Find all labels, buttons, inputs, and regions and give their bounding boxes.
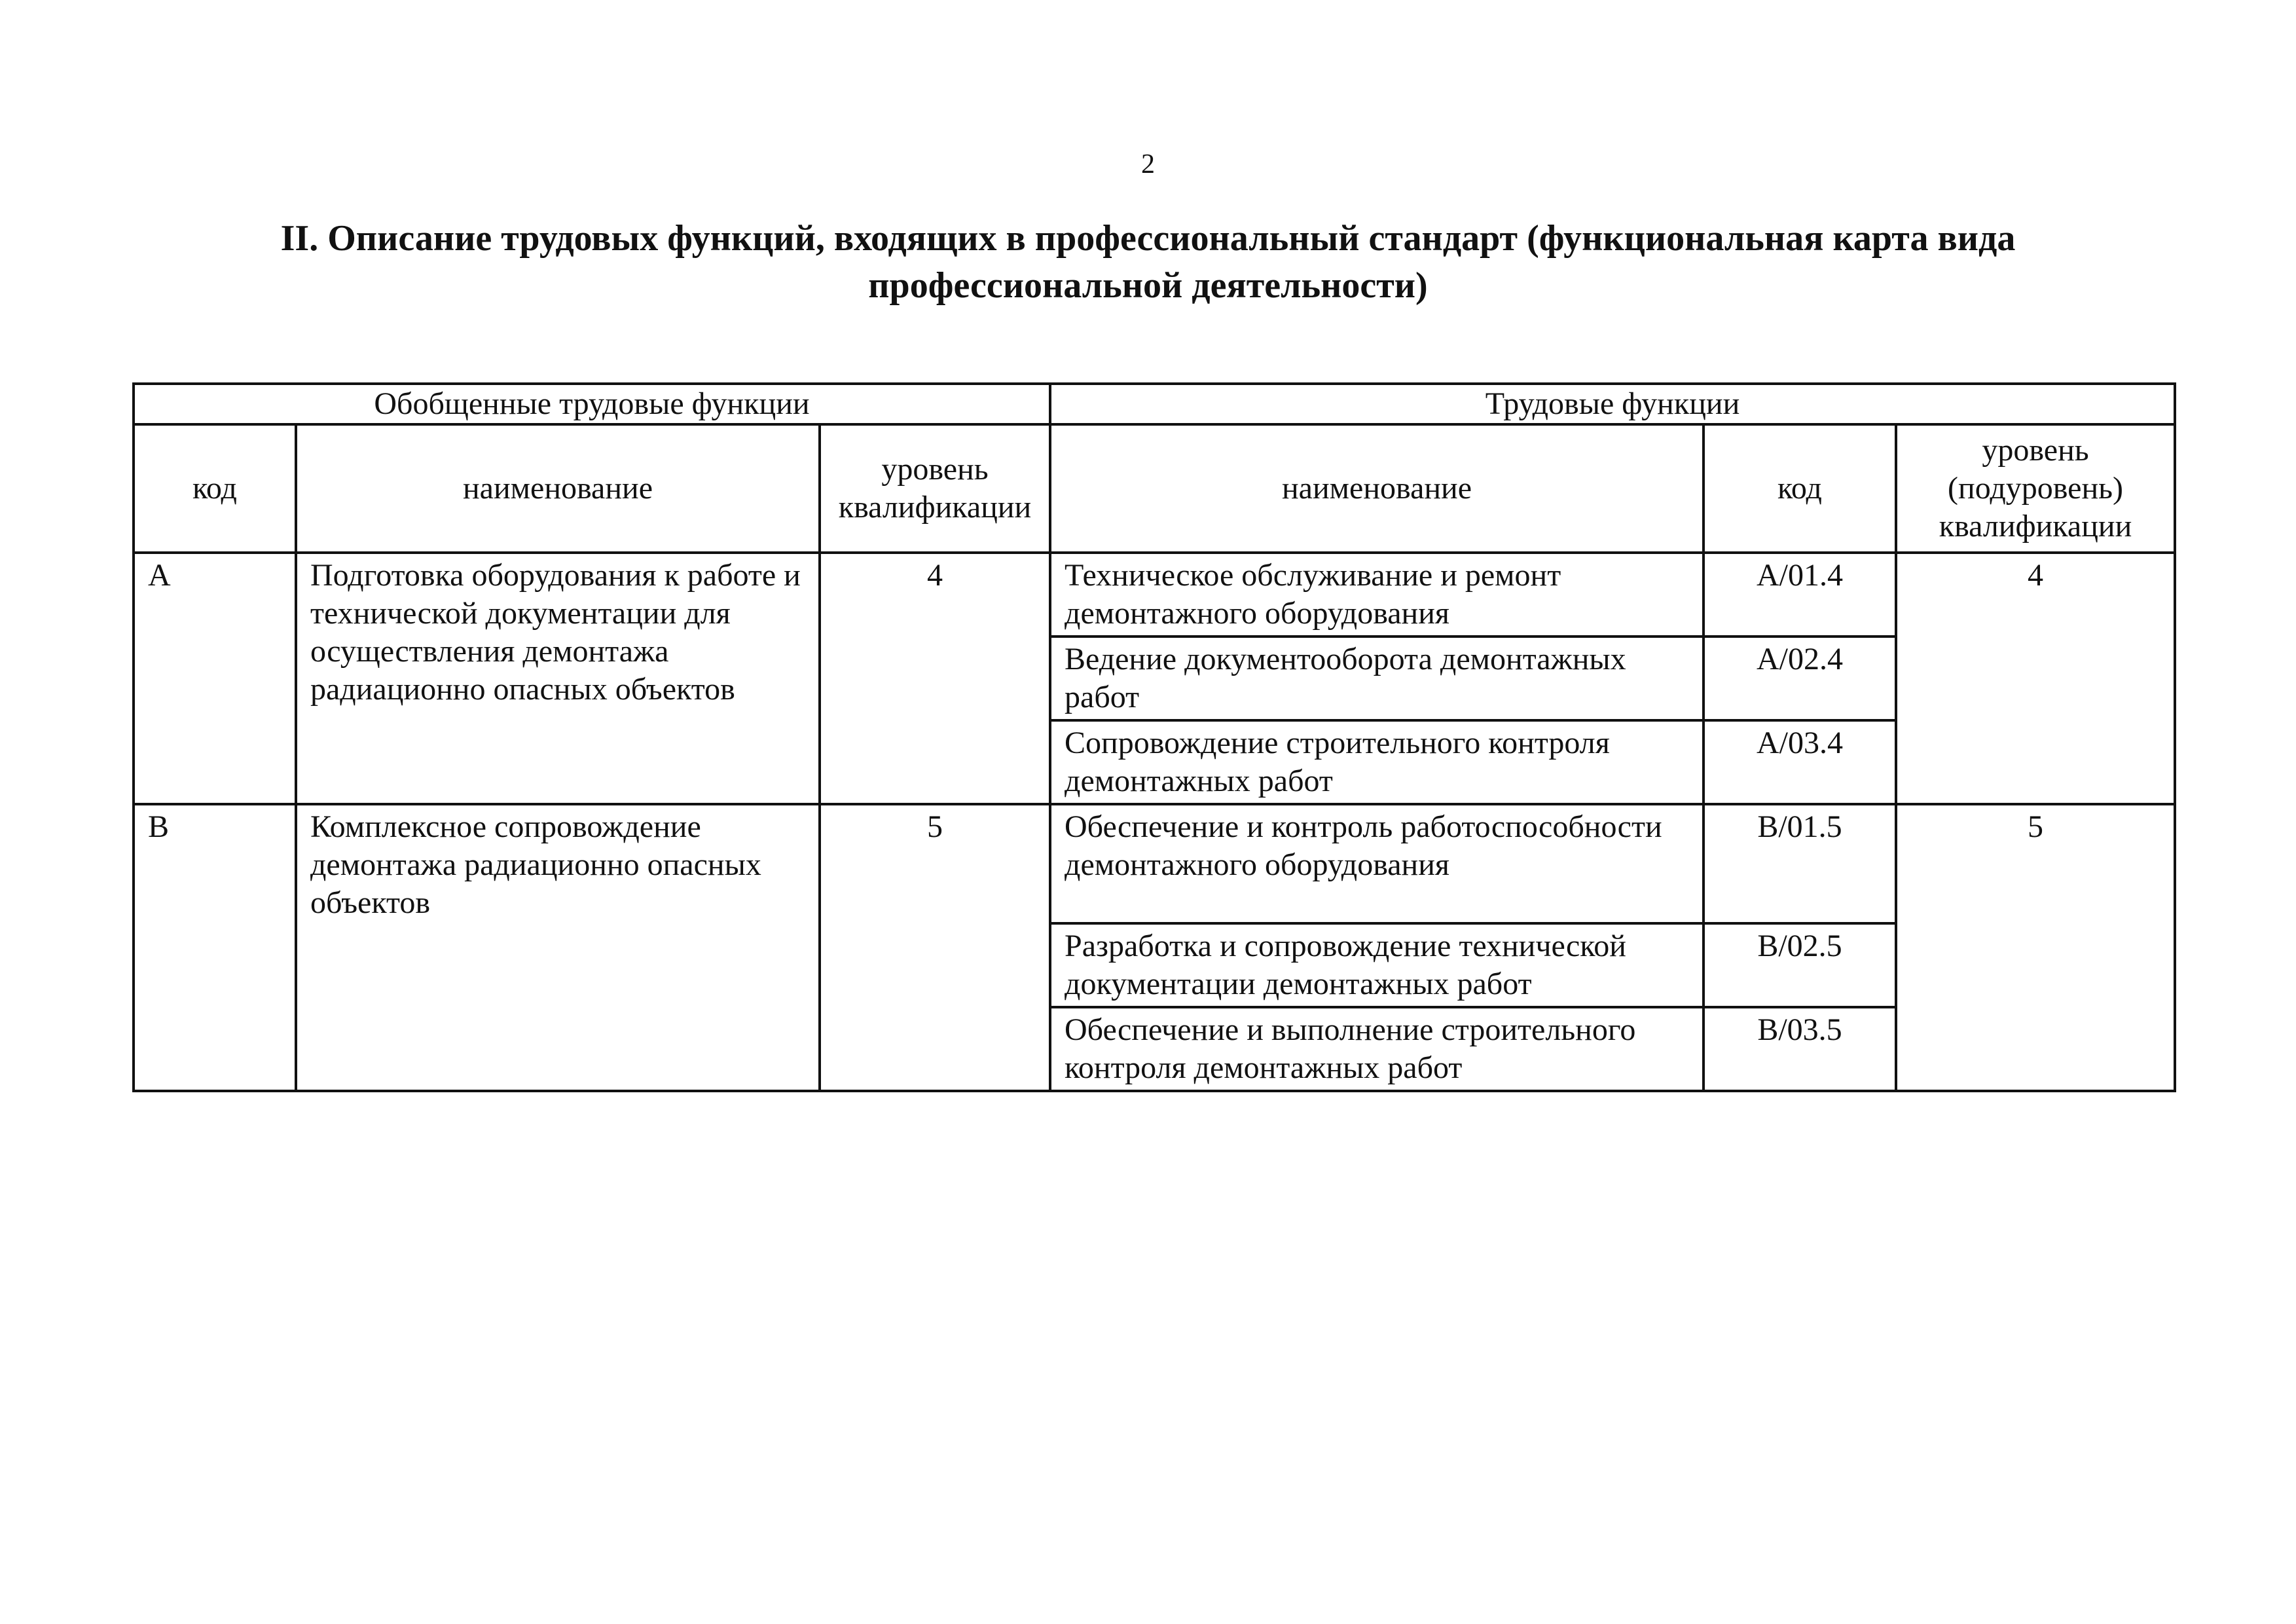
gen-level-cell: 4 — [820, 553, 1050, 804]
fn-name-cell: Сопровождение строительного контроля демонтажных работ — [1050, 720, 1704, 804]
column-header-gen-name: наименование — [296, 424, 820, 553]
generalized-functions-header: Обобщенные трудовые функции — [134, 384, 1050, 424]
column-header-fn-code: код — [1704, 424, 1896, 553]
gen-name-cell: Подготовка оборудования к работе и технической документации для осуществления демонтажа радиационно опасных объектов — [296, 553, 820, 804]
table-row — [134, 553, 2175, 637]
column-header-fn-level: уровень (подуровень) квалификации — [1896, 424, 2175, 553]
fn-level-cell: 5 — [1896, 804, 2175, 1091]
gen-level-cell: 5 — [820, 804, 1050, 1091]
column-header-gen-code: код — [134, 424, 296, 553]
section-title: II. Описание трудовых функций, входящих в профессиональный стандарт (функциональная карта вида профессиональной деятельности) — [280, 218, 2016, 306]
fn-code-cell: A/01.4 — [1704, 553, 1896, 637]
column-header-fn-name: наименование — [1050, 424, 1704, 553]
fn-level-cell: 4 — [1896, 553, 2175, 804]
fn-name-cell: Обеспечение и выполнение строительного контроля демонтажных работ — [1050, 1007, 1704, 1091]
group-header-row — [134, 384, 2175, 424]
fn-code-cell: B/01.5 — [1704, 804, 1896, 923]
table-row — [134, 804, 2175, 923]
functional-map-table — [132, 382, 2176, 1092]
fn-name-cell: Обеспечение и контроль работоспособности демонтажного оборудования — [1050, 804, 1704, 923]
fn-name-cell: Разработка и сопровождение технической документации демонтажных работ — [1050, 923, 1704, 1007]
fn-name-cell: Техническое обслуживание и ремонт демонтажного оборудования — [1050, 553, 1704, 637]
gen-code-cell: A — [134, 553, 296, 804]
column-header-row — [134, 424, 2175, 553]
fn-code-cell: A/02.4 — [1704, 637, 1896, 720]
fn-code-cell: A/03.4 — [1704, 720, 1896, 804]
fn-name-cell: Ведение документооборота демонтажных работ — [1050, 637, 1704, 720]
labor-functions-header: Трудовые функции — [1050, 384, 2175, 424]
gen-code-cell: B — [134, 804, 296, 1091]
gen-name-cell: Комплексное сопровождение демонтажа радиационно опасных объектов — [296, 804, 820, 1091]
page-number: 2 — [1141, 149, 1155, 179]
column-header-gen-level: уровень квалификации — [820, 424, 1050, 553]
fn-code-cell: B/03.5 — [1704, 1007, 1896, 1091]
fn-code-cell: B/02.5 — [1704, 923, 1896, 1007]
